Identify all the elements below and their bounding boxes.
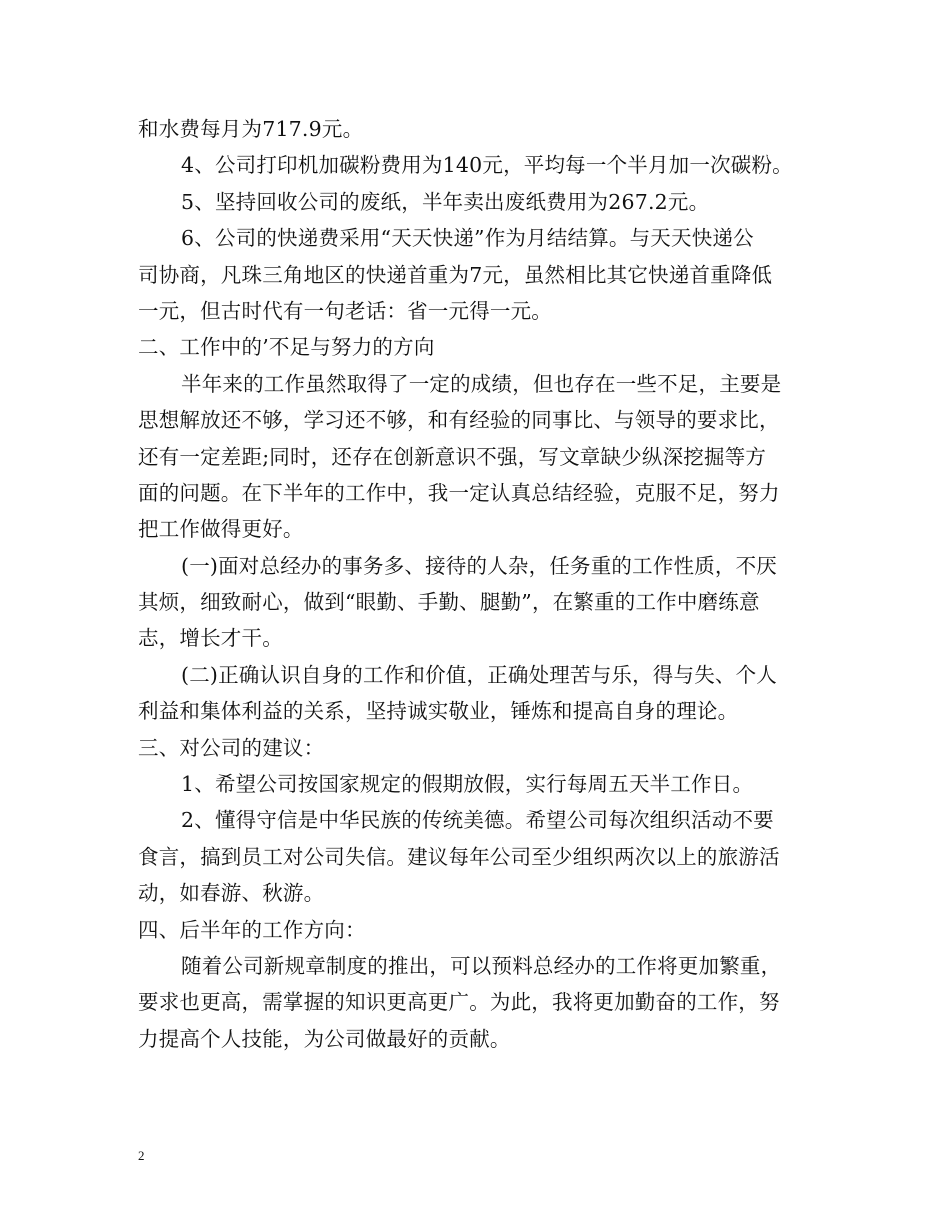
text-line: 其烦，细致耐心，做到“眼勤、手勤、腿勤”，在繁重的工作中磨练意 (138, 590, 760, 615)
text-line: 食言，搞到员工对公司失信。建议每年公司至少组织两次以上的旅游活 (138, 844, 780, 869)
text-line: 5、坚持回收公司的废纸，半年卖出废纸费用为267.2元。 (181, 189, 710, 214)
text-line: 2、懂得守信是中华民族的传统美德。希望公司每次组织活动不要 (181, 808, 774, 833)
text-line: 1、希望公司按国家规定的假期放假，实行每周五天半工作日。 (181, 772, 754, 797)
text-line: 力提高个人技能，为公司做最好的贡献。 (138, 1026, 511, 1051)
text-line: 二、工作中的’不足与努力的方向 (138, 335, 435, 360)
text-line: 要求也更高，需掌握的知识更高更广。为此，我将更加勤奋的工作，努 (138, 990, 780, 1015)
page-number: 2 (138, 1148, 145, 1163)
text-line: 随着公司新规章制度的推出，可以预料总经办的工作将更加繁重， (181, 953, 782, 978)
text-line: 思想解放还不够，学习还不够，和有经验的同事比、与领导的要求比， (138, 408, 780, 433)
text-line: 把工作做得更好。 (138, 517, 304, 542)
text-line: 半年来的工作虽然取得了一定的成绩，但也存在一些不足，主要是 (181, 371, 782, 396)
text-line: 动，如春游、秋游。 (138, 881, 325, 906)
text-line: 面的问题。在下半年的工作中，我一定认真总结经验，克服不足，努力 (138, 480, 780, 505)
document-body (138, 111, 818, 1057)
text-line: 志，增长才干。 (138, 626, 283, 651)
text-line: 6、公司的快递费采用“天天快递”作为月结结算。与天天快递公 (181, 226, 754, 251)
text-line: 三、对公司的建议： (138, 735, 325, 760)
text-line: 和水费每月为717.9元。 (138, 117, 364, 141)
text-line: 一元，但古时代有一句老话：省一元得一元。 (138, 298, 552, 323)
text-line: 利益和集体利益的关系，坚持诚实敬业，锤炼和提高自身的理论。 (138, 699, 739, 724)
text-line: (一)面对总经办的事务多、接待的人杂，任务重的工作性质，不厌 (181, 553, 777, 578)
text-line: (二)正确认识自身的工作和价值，正确处理苦与乐，得与失、个人 (181, 662, 777, 687)
text-line: 司协商，凡珠三角地区的快递首重为7元，虽然相比其它快递首重降低 (138, 262, 773, 287)
text-line: 还有一定差距;同时，还存在创新意识不强，写文章缺少纵深挖掘等方 (138, 444, 767, 469)
text-line: 4、公司打印机加碳粉费用为140元，平均每一个半月加一次碳粉。 (181, 153, 793, 178)
text-line: 四、后半年的工作方向： (138, 917, 366, 942)
